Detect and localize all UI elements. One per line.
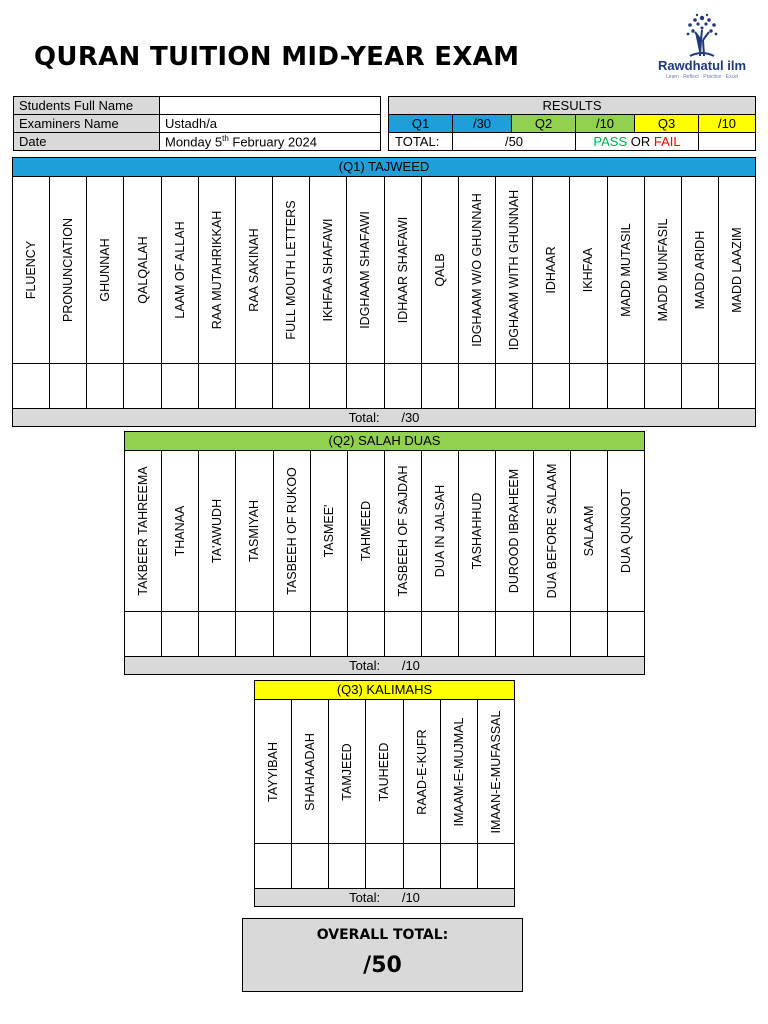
- q1-column-label-text: IKHFAA SHAFAWI: [321, 218, 336, 322]
- q2-column: [385, 451, 422, 656]
- q1-column: [385, 177, 422, 408]
- q1-score-cell[interactable]: [645, 364, 681, 408]
- q1-columns: [13, 177, 755, 408]
- q2-column-label-text: DUROOD IBRAHEEM: [507, 468, 522, 594]
- total-result-label: TOTAL:: [389, 133, 453, 151]
- q2-column-label: [311, 451, 347, 612]
- q1-column: [608, 177, 645, 408]
- pass-text: PASS: [593, 134, 628, 149]
- q1-column-label: [496, 177, 532, 364]
- q1-column-label: [682, 177, 718, 364]
- q2-column-label-text: SALAAM: [581, 505, 596, 557]
- q1-column-label: [422, 177, 458, 364]
- q3-score-cell[interactable]: [441, 844, 477, 888]
- q2-total-max[interactable]: /10: [401, 658, 420, 673]
- q2-score-cell[interactable]: [236, 612, 272, 656]
- q1-column: [87, 177, 124, 408]
- q3-column-label: [329, 700, 365, 844]
- q2-column: [571, 451, 608, 656]
- q2-column-label-text: TASMEE': [321, 504, 336, 558]
- q1-column-label: [162, 177, 198, 364]
- q1-column: [13, 177, 50, 408]
- q1-total-max[interactable]: /30: [401, 410, 420, 425]
- q3-total-max[interactable]: /10: [401, 890, 420, 905]
- q2-result-max[interactable]: /10: [576, 115, 635, 133]
- q1-score-cell[interactable]: [13, 364, 49, 408]
- q3-column-label: [292, 700, 328, 844]
- q2-column-label-text: DUA QUNOOT: [618, 488, 633, 574]
- q2-score-cell[interactable]: [459, 612, 495, 656]
- q2-score-cell[interactable]: [608, 612, 644, 656]
- q3-score-cell[interactable]: [329, 844, 365, 888]
- q1-score-cell[interactable]: [385, 364, 421, 408]
- q1-column-label: [273, 177, 309, 364]
- q2-score-cell[interactable]: [422, 612, 458, 656]
- q1-column-label-text: GHUNNAH: [98, 238, 113, 302]
- overall-total-label: OVERALL TOTAL:: [316, 927, 449, 943]
- q2-column-label: [236, 451, 272, 612]
- overall-total-value[interactable]: /50: [363, 953, 402, 978]
- q1-column-label-text: MADD MUNFASIL: [655, 218, 670, 322]
- total-result-max[interactable]: /50: [453, 133, 576, 151]
- q3-score-cell[interactable]: [255, 844, 291, 888]
- q2-column: [496, 451, 533, 656]
- q1-column-label-text: FLUENCY: [24, 240, 39, 300]
- q2-column-label: [608, 451, 644, 612]
- q3-score-cell[interactable]: [292, 844, 328, 888]
- q1-score-cell[interactable]: [570, 364, 606, 408]
- q3-column-label: [255, 700, 291, 844]
- q1-score-cell[interactable]: [273, 364, 309, 408]
- info-row-date: [14, 133, 381, 151]
- q2-column-label-text: THANAA: [173, 505, 188, 557]
- q3-column-label: [366, 700, 402, 844]
- q1-score-cell[interactable]: [608, 364, 644, 408]
- q1-column-label-text: IKHFAA: [581, 247, 596, 293]
- q3-column-label-text: TAYYIBAH: [266, 741, 281, 802]
- examiner-name-field[interactable]: Ustadh/a: [160, 115, 381, 133]
- q1-score-cell[interactable]: [124, 364, 160, 408]
- q1-column-label-text: MADD ARIDH: [692, 230, 707, 310]
- tree-icon: [682, 12, 722, 58]
- q1-column: [570, 177, 607, 408]
- q1-column-label-text: FULL MOUTH LETTERS: [284, 200, 299, 340]
- q1-total: [13, 408, 755, 426]
- q3-column-label-text: SHAHAADAH: [303, 732, 318, 811]
- overall-total-box: [242, 918, 523, 992]
- date-field[interactable]: [160, 133, 381, 151]
- q1-column: [682, 177, 719, 408]
- q1-column: [719, 177, 755, 408]
- q1-column: [422, 177, 459, 408]
- q2-score-cell[interactable]: [385, 612, 421, 656]
- q1-column-label: [385, 177, 421, 364]
- q2-column-label-text: TAHMEED: [358, 500, 373, 562]
- logo-tagline: Learn · Reflect · Practice · Excel: [666, 74, 738, 80]
- q1-score-cell[interactable]: [162, 364, 198, 408]
- q3-score-cell[interactable]: [404, 844, 440, 888]
- q1-column-label: [347, 177, 383, 364]
- pass-fail: [576, 133, 699, 151]
- q1-tajweed-section: [12, 157, 756, 427]
- q2-column: [608, 451, 644, 656]
- q1-column-label: [570, 177, 606, 364]
- q2-column: [459, 451, 496, 656]
- q1-column-label-text: RAA MUTAHRIKKAH: [209, 210, 224, 330]
- q1-column-label-text: IDGHAAM W/O GHUNNAH: [469, 193, 484, 347]
- q3-column-label-text: TAMJEED: [340, 742, 355, 801]
- fail-text: FAIL: [653, 134, 681, 149]
- q2-score-cell[interactable]: [125, 612, 161, 656]
- logo-name: Rawdhatul ilm: [657, 58, 747, 73]
- q3-score-cell[interactable]: [478, 844, 514, 888]
- q1-result-max[interactable]: /30: [453, 115, 512, 133]
- q1-column-label-text: IDGHAAM WITH GHUNNAH: [507, 189, 522, 351]
- results-header: RESULTS: [389, 97, 756, 115]
- q3-column-label-text: RAAD-E-KUFR: [414, 728, 429, 815]
- q1-column: [496, 177, 533, 408]
- q1-column-label-text: QALB: [432, 253, 447, 287]
- q1-column: [124, 177, 161, 408]
- q1-column-label-text: MADD MUTASIL: [618, 223, 633, 317]
- q2-column: [236, 451, 273, 656]
- q2-total-label: Total:: [349, 658, 381, 673]
- q3-column-label-text: IMAAM-E-MUJMAL: [451, 716, 466, 827]
- q1-result-label: Q1: [389, 115, 453, 133]
- q3-column-label: [441, 700, 477, 844]
- q3-column: [292, 700, 329, 888]
- q3-kalimahs-section: [254, 680, 515, 907]
- q1-column: [273, 177, 310, 408]
- q1-column: [533, 177, 570, 408]
- q2-header: (Q2) SALAH DUAS: [125, 432, 644, 451]
- q3-result-max[interactable]: /10: [699, 115, 756, 133]
- results-table: [388, 96, 756, 151]
- q1-column-label: [13, 177, 49, 364]
- student-name-field[interactable]: [160, 97, 381, 115]
- q3-column: [255, 700, 292, 888]
- date-label: Date: [14, 133, 160, 151]
- q2-score-cell[interactable]: [496, 612, 532, 656]
- q2-column: [348, 451, 385, 656]
- q3-header: (Q3) KALIMAHS: [255, 681, 514, 700]
- student-info-table: [13, 96, 381, 151]
- q1-column-label-text: IDHAAR SHAFAWI: [395, 216, 410, 324]
- q1-column-label: [533, 177, 569, 364]
- q2-total: [125, 656, 644, 674]
- q1-column-label: [645, 177, 681, 364]
- q2-column: [199, 451, 236, 656]
- q1-score-cell[interactable]: [422, 364, 458, 408]
- q3-column-label-text: TAUHEED: [377, 742, 392, 801]
- q1-score-cell[interactable]: [682, 364, 718, 408]
- q1-column-label: [87, 177, 123, 364]
- q2-column-label: [385, 451, 421, 612]
- q1-column-label-text: QALQALAH: [135, 236, 150, 304]
- q2-column: [534, 451, 571, 656]
- q1-score-cell[interactable]: [310, 364, 346, 408]
- q3-total: [255, 888, 514, 906]
- q2-column: [422, 451, 459, 656]
- exam-title: QURAN TUITION MID-YEAR EXAM: [34, 42, 520, 72]
- q1-column: [645, 177, 682, 408]
- q2-column-label: [422, 451, 458, 612]
- q1-header: (Q1) TAJWEED: [13, 158, 755, 177]
- q1-column-label: [236, 177, 272, 364]
- q1-column: [347, 177, 384, 408]
- q1-score-cell[interactable]: [347, 364, 383, 408]
- q2-score-cell[interactable]: [534, 612, 570, 656]
- q3-result-label: Q3: [635, 115, 699, 133]
- q1-column-label-text: IDGHAAM SHAFAWI: [358, 211, 373, 329]
- q2-column-label: [274, 451, 310, 612]
- q3-column-label-text: IMAAN-E-MUFASSAL: [488, 710, 503, 833]
- q2-column: [162, 451, 199, 656]
- q2-result-label: Q2: [512, 115, 576, 133]
- q2-score-cell[interactable]: [162, 612, 198, 656]
- q2-score-cell[interactable]: [348, 612, 384, 656]
- q1-column-label-text: RAA SAKINAH: [247, 228, 262, 312]
- q1-column-label: [310, 177, 346, 364]
- q3-column: [366, 700, 403, 888]
- q2-column-label: [162, 451, 198, 612]
- q1-score-cell[interactable]: [50, 364, 86, 408]
- q2-score-cell[interactable]: [571, 612, 607, 656]
- q2-columns: [125, 451, 644, 656]
- q3-column: [329, 700, 366, 888]
- q1-column: [236, 177, 273, 408]
- examiner-name-label: Examiners Name: [14, 115, 160, 133]
- q1-column-label: [199, 177, 235, 364]
- q2-column-label-text: TAKBEER TAHREEMA: [136, 466, 151, 596]
- q2-score-cell[interactable]: [199, 612, 235, 656]
- pass-fail-field[interactable]: [699, 133, 756, 151]
- q1-score-cell[interactable]: [199, 364, 235, 408]
- date-suffix: February 2024: [228, 134, 317, 150]
- q1-score-cell[interactable]: [87, 364, 123, 408]
- q2-column-label: [459, 451, 495, 612]
- q2-column-label-text: TA'AWUDH: [210, 498, 225, 564]
- q3-column: [404, 700, 441, 888]
- q3-column: [441, 700, 478, 888]
- q2-column-label-text: DUA IN JALSAH: [433, 484, 448, 578]
- q2-column: [125, 451, 162, 656]
- q1-column-label: [719, 177, 755, 364]
- logo: [652, 12, 752, 84]
- q2-column-label-text: TASBEEH OF RUKOO: [284, 467, 299, 595]
- q1-column: [50, 177, 87, 408]
- q2-salah-duas-section: [124, 431, 645, 675]
- q2-column-label-text: DUA BEFORE SALAAM: [544, 463, 559, 599]
- q2-column-label: [571, 451, 607, 612]
- q1-column: [162, 177, 199, 408]
- info-row-examiner: [14, 115, 381, 133]
- q3-total-label: Total:: [349, 890, 381, 905]
- q2-column-label-text: TASBEEH OF SAJDAH: [396, 465, 411, 597]
- q1-score-cell[interactable]: [496, 364, 532, 408]
- q3-column: [478, 700, 514, 888]
- q1-score-cell[interactable]: [236, 364, 272, 408]
- q2-score-cell[interactable]: [274, 612, 310, 656]
- q2-column-label: [534, 451, 570, 612]
- q1-column-label-text: IDHAAR: [544, 246, 559, 294]
- q2-column-label-text: TASHAHHUD: [470, 492, 485, 570]
- q1-column-label: [608, 177, 644, 364]
- q1-score-cell[interactable]: [459, 364, 495, 408]
- q3-column-label: [478, 700, 514, 844]
- or-text: OR: [630, 134, 651, 149]
- q1-column-label: [459, 177, 495, 364]
- q2-column-label-text: TASMIYAH: [247, 499, 262, 563]
- q3-column-label: [404, 700, 440, 844]
- date-prefix: Monday 5: [165, 134, 223, 150]
- q2-column-label: [348, 451, 384, 612]
- q2-column-label: [199, 451, 235, 612]
- q2-column: [274, 451, 311, 656]
- student-name-label: Students Full Name: [14, 97, 160, 115]
- q3-columns: [255, 700, 514, 888]
- q1-column: [199, 177, 236, 408]
- q1-column: [310, 177, 347, 408]
- info-row-student: [14, 97, 381, 115]
- q2-column-label: [496, 451, 532, 612]
- q1-total-label: Total:: [348, 410, 380, 425]
- date-sup: th: [222, 133, 229, 143]
- q2-column-label: [125, 451, 161, 612]
- q1-column-label: [124, 177, 160, 364]
- q1-column-label-text: PRONUNCIATION: [61, 218, 76, 322]
- q1-column: [459, 177, 496, 408]
- q3-score-cell[interactable]: [366, 844, 402, 888]
- q2-column: [311, 451, 348, 656]
- q1-column-label-text: MADD LAAZIM: [730, 227, 745, 313]
- q1-score-cell[interactable]: [719, 364, 755, 408]
- q1-column-label-text: LAAM OF ALLAH: [172, 221, 187, 319]
- q1-column-label: [50, 177, 86, 364]
- q1-score-cell[interactable]: [533, 364, 569, 408]
- q2-score-cell[interactable]: [311, 612, 347, 656]
